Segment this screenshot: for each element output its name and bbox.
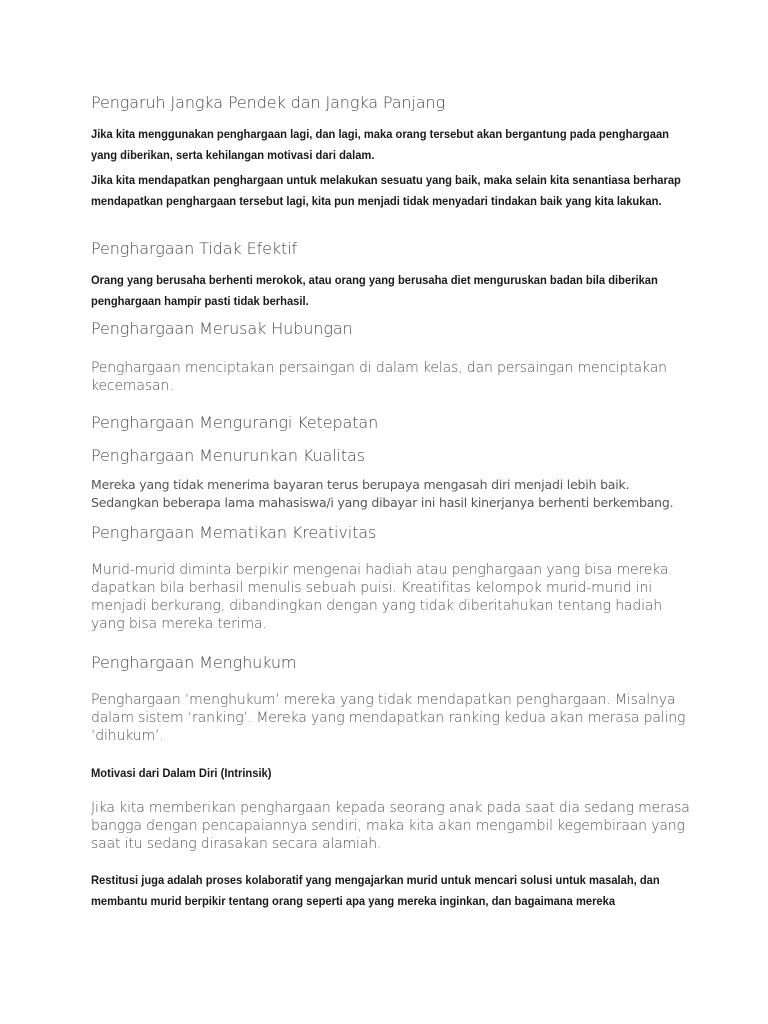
paragraph-merusak-hubungan: Penghargaan menciptakan persaingan di dalam kelas, dan persaingan menciptakan kecemasan. <box>91 360 667 394</box>
paragraph-jangka-1: Jika kita menggunakan penghargaan lagi, dan lagi, maka orang tersebut akan bergantung pada penghargaan yang diberikan, serta kehilangan motivasi dari dalam. <box>91 127 669 162</box>
paragraph-jangka-2: Jika kita mendapatkan penghargaan untuk melakukan sesuatu yang baik, maka selain kita senantiasa berharap mendapatkan penghargaan tersebut lagi, kita pun menjadi tidak menyadari tindakan baik yang kita lakukan. <box>91 173 681 208</box>
heading-tidak-efektif: Penghargaan Tidak Efektif <box>91 239 298 258</box>
paragraph-restitusi: Restitusi juga adalah proses kolaboratif yang mengajarkan murid untuk mencari solusi untuk masalah, dan membantu murid berpikir tentang orang seperti apa yang mereka inginkan, dan bagaimana mereka <box>91 873 660 908</box>
paragraph-tidak-efektif: Orang yang berusaha berhenti merokok, atau orang yang berusaha diet menguruskan badan bila diberikan penghargaan hampir pasti tidak berhasil. <box>91 273 658 308</box>
heading-menurunkan-kualitas: Penghargaan Menurunkan Kualitas <box>91 446 365 465</box>
paragraph-motivasi-intrinsik: Jika kita memberikan penghargaan kepada seorang anak pada saat dia sedang merasa bangga dengan pencapaiannya sendiri, maka kita akan mengambil kegembiraan yang saat itu sedang dirasakan secara alamiah. <box>91 800 690 852</box>
heading-mengurangi-ketepatan: Penghargaan Mengurangi Ketepatan <box>91 413 379 432</box>
heading-merusak-hubungan: Penghargaan Merusak Hubungan <box>91 319 353 338</box>
heading-menghukum: Penghargaan Menghukum <box>91 653 297 672</box>
heading-jangka-pendek-panjang: Pengaruh Jangka Pendek dan Jangka Panjang <box>91 93 446 112</box>
paragraph-menurunkan-kualitas: Mereka yang tidak menerima bayaran terus berupaya mengasah diri menjadi lebih baik. Sedangkan beberapa lama mahasiswa/i yang dibayar ini hasil kinerjanya berhenti berkembang. <box>91 477 674 510</box>
heading-mematikan-kreativitas: Penghargaan Mematikan Kreativitas <box>91 523 377 542</box>
heading-motivasi-intrinsik: Motivasi dari Dalam Diri (Intrinsik) <box>91 766 272 780</box>
paragraph-menghukum: Penghargaan ‘menghukum’ mereka yang tidak mendapatkan penghargaan. Misalnya dalam sistem ‘ranking’. Mereka yang mendapatkan ranking kedua akan merasa paling ‘dihukum’. <box>91 692 686 744</box>
paragraph-mematikan-kreativitas: Murid-murid diminta berpikir mengenai hadiah atau penghargaan yang bisa mereka dapatkan bila berhasil menulis sebuah puisi. Kreatifitas kelompok murid-murid ini menjadi berkurang, dibandingkan dengan yang tidak diberitahukan tentang hadiah yang bisa mereka terima. <box>91 562 669 632</box>
